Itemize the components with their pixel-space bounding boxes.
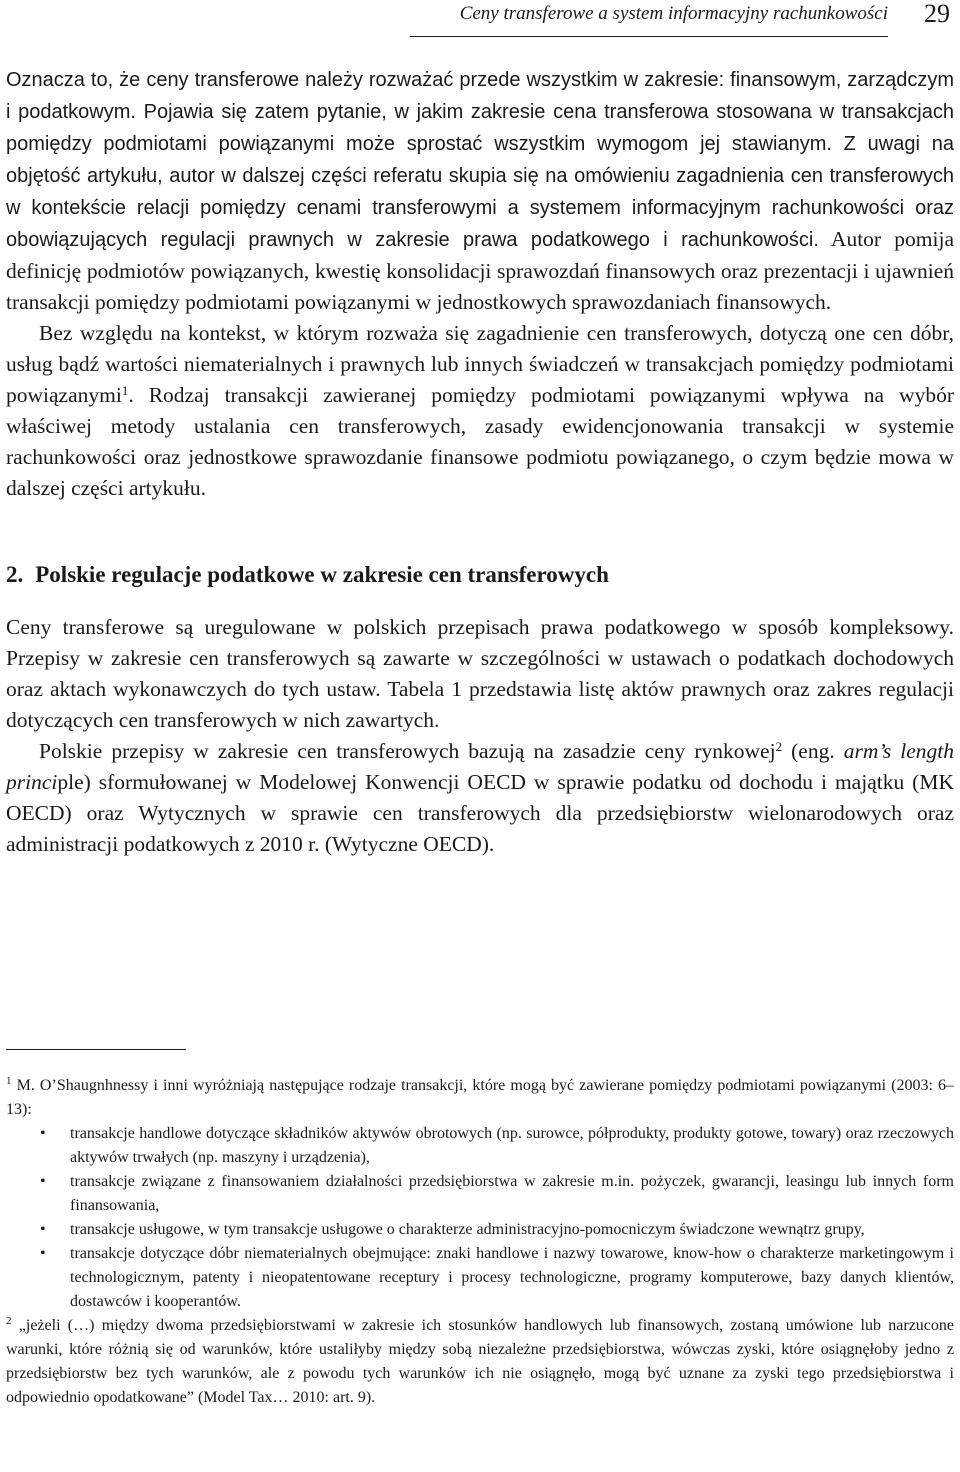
- list-item: • transakcje handlowe dotyczące składników aktywów obrotowych (np. surowce, półprodukty, produkty gotowe, towary) oraz rzeczowych aktywów trwałych (np. maszyny i urządzenia),: [6, 1122, 954, 1170]
- intro-p2-text-a: Bez względu na kontekst, w którym rozważa się zagadnienie cen transferowych, dotyczą one cen dóbr, usług bądź wartości niematerialnych i prawnych lub innych świadczeń w transakcjach pomiędzy podmiotami powiązanymi: [6, 321, 954, 407]
- intro-paragraph-2: [6, 318, 954, 504]
- intro-sentence-3: Autor pomija definicję podmiotów powiązanych, kwestię konsolidacji sprawozdań finansowych oraz prezentacji i ujawnień transakcji pomiędzy podmiotami powiązanymi w jednostkowych sprawozdaniach finansowych.: [6, 227, 954, 314]
- intro-sentence-2: Z uwagi na objętość artykułu, autor w dalszej części referatu skupia się na omówieniu zagadnienia cen transferowych w kontekście relacji pomiędzy cenami transferowymi a systemem informacyjnym rachunkowości oraz obowiązujących regulacji prawnych w zakresie prawa podatkowego i rachunkowości.: [6, 133, 954, 251]
- section-number: 2.: [6, 562, 24, 587]
- footnotes: [6, 1049, 954, 1410]
- intro-p2-text-b: . Rodzaj transakcji zawieranej pomiędzy podmiotami powiązanymi wpływa na wybór właściwej metody ustalania cen transferowych, zasady ewidencjonowania transakcji w systemie rachunkowości oraz jednostkowe sprawozdanie finansowe podmiotu powiązanego, o czym będzie mowa w dalszej części artykułu.: [6, 383, 954, 500]
- section-p2-text-b: (eng.: [782, 739, 844, 763]
- header-rule: [410, 36, 888, 37]
- section-p2-text-a: Polskie przepisy w zakresie cen transferowych bazują na zasadzie ceny rynkowej: [39, 739, 776, 763]
- footnote-2: [6, 1314, 954, 1410]
- footnote-1-text: M. O’Shaugnhnessy i inni wyróżniają następujące rodzaje transakcji, które mogą być zawierane pomiędzy podmiotami powiązanymi (2003: 6–13):: [6, 1077, 954, 1118]
- intro-sentence-1: Oznacza to, że ceny transferowe należy rozważać przede wszystkim w zakresie: finansowym, zarządczym i podatkowym. Pojawia się zatem pytanie, w jakim zakresie cena transferowa stosowana w transakcjach pomiędzy podmiotami powiązanymi może sprostać wszystkim wymogom jej stawianym.: [6, 69, 954, 155]
- intro-paragraph-1: [6, 64, 954, 318]
- list-item: • transakcje dotyczące dóbr niematerialnych obejmujące: znaki handlowe i nazwy towarowe, know-how o charakterze marketingowym i technologicznym, patenty i nieopatentowane receptury i procesy technologiczne, programy komputerowe, bazy danych klientów, dostawców i kooperantów.: [6, 1242, 954, 1314]
- running-title: Ceny transferowe a system informacyjny rachunkowości: [459, 3, 888, 24]
- section-heading: [6, 560, 954, 590]
- footnote-1: [6, 1074, 954, 1122]
- footnote-2-number: 2: [6, 1315, 12, 1327]
- section-p2-italic: arm’s length princi: [6, 739, 955, 794]
- bullet-icon: •: [40, 1221, 46, 1238]
- footnote-1-number: 1: [6, 1075, 12, 1087]
- section-title: Polskie regulacje podatkowe w zakresie cen transferowych: [35, 562, 609, 587]
- list-item: • transakcje związane z finansowaniem działalności przedsiębiorstwa w zakresie m.in. pożyczek, gwarancji, leasingu lub innych form finansowania,: [6, 1170, 954, 1218]
- bullet-icon: •: [40, 1125, 46, 1142]
- section-p2-text-c: ple) sformułowanej w Modelowej Konwencji OECD w sprawie podatku od dochodu i majątku (MK OECD) oraz Wytycznych w sprawie cen transferowych dla przedsiębiorstw wielonarodowych oraz administracji podatkowych z 2010 r. (Wytyczne OECD).: [6, 770, 954, 856]
- section-paragraph-1: Ceny transferowe są uregulowane w polskich przepisach prawa podatkowego w sposób kompleksowy. Przepisy w zakresie cen transferowych są zawarte w szczególności w ustawach o podatkach dochodowych oraz aktach wykonawczych do tych ustaw. Tabela 1 przedstawia listę aktów prawnych oraz zakres regulacji dotyczących cen transferowych w nich zawartych.: [6, 615, 954, 732]
- section-paragraph-2: [6, 736, 954, 860]
- footnote-2-text: „jeżeli (…) między dwoma przedsiębiorstwami w zakresie ich stosunków handlowych lub finansowych, zostaną umówione lub narzucone warunki, które różnią się od warunków, które ustaliłyby między sobą niezależne przedsiębiorstwa, wówczas zyski, które osiągnęłoby jedno z przedsiębiorstw bez tych warunków, ale z powodu tych warunków ich nie osiągnęło, mogą być uznane za zyski tego przedsiębiorstwa i odpowiednio opodatkowane” (Model Tax… 2010: art. 9).: [6, 1317, 954, 1406]
- footnote-rule: [6, 1049, 186, 1050]
- footnote-ref-2[interactable]: 2: [775, 739, 783, 754]
- footnote-ref-1[interactable]: 1: [121, 383, 129, 398]
- main-text: [6, 64, 954, 860]
- page-number: 29: [924, 0, 950, 28]
- bullet-icon: •: [40, 1173, 46, 1190]
- footnote-1-list: [6, 1122, 954, 1314]
- bullet-icon: •: [40, 1245, 46, 1262]
- running-header: [0, 0, 960, 40]
- list-item: • transakcje usługowe, w tym transakcje usługowe o charakterze administracyjno-pomocniczym świadczone wewnątrz grupy,: [6, 1218, 954, 1242]
